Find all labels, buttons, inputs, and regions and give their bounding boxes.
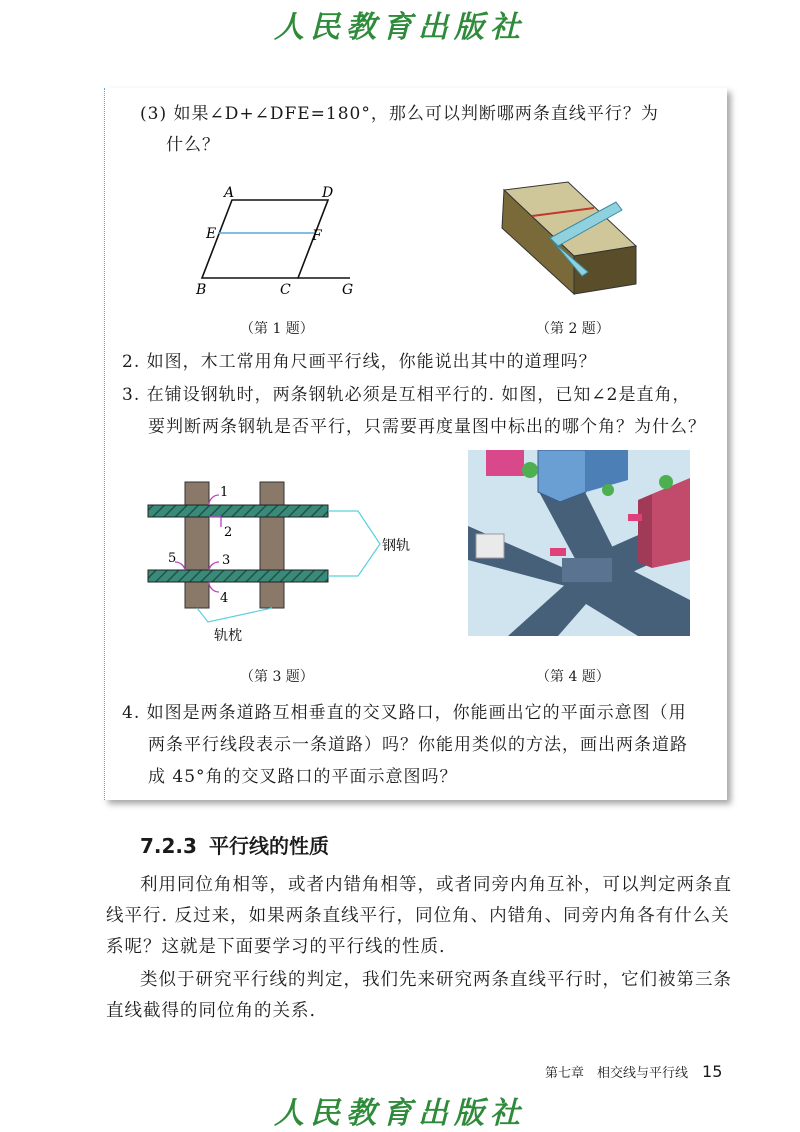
chapter-title: 第七章 相交线与平行线 [545,1066,689,1081]
figure-2-block-with-square [490,176,650,304]
paragraph-1-line1: 利用同位角相等，或者内错角相等，或者同旁内角互补，可以判定两条直 [140,875,732,895]
question-4-line3: 成 45°角的交叉路口的平面示意图吗？ [148,767,458,787]
figure-4-caption: （第 4 题） [536,669,610,685]
page-number: 15 [702,1062,723,1081]
sleeper-left [185,482,209,608]
point-C: C [280,282,291,298]
sleeper-right [260,482,284,608]
point-B: B [196,282,207,298]
figure-1-caption: （第 1 题） [240,321,314,337]
question-2: 2. 如图，木工常用角尺画平行线，你能说出其中的道理吗？ [122,352,597,372]
angle-5-label: 5 [168,551,177,566]
question-4-line1: 4. 如图是两条道路互相垂直的交叉路口，你能画出它的平面示意图（用 [122,703,687,723]
publisher-logo-top: 人民教育出版社 [274,10,526,45]
paragraph-1-line3: 系呢？这就是下面要学习的平行线的性质. [106,937,446,957]
figure-2-caption: （第 2 题） [536,321,610,337]
point-G: G [342,282,354,298]
rail-label: 钢轨 [382,538,410,554]
point-E: E [206,226,217,242]
angle-3-label: 3 [222,553,231,568]
sleeper-label: 轨枕 [214,628,242,644]
angle-2-label: 2 [224,525,233,540]
angle-4-label: 4 [220,591,229,606]
page-footer [545,1062,722,1081]
figure-1-parallelogram [190,180,370,300]
point-F: F [312,228,322,244]
section-number: 7.2.3 [140,834,197,858]
point-A: A [224,185,235,201]
angle-1-label: 1 [220,485,229,500]
figure-3-caption: （第 3 题） [240,669,314,685]
paragraph-1-line2: 线平行. 反过来，如果两条直线平行，同位角、内错角、同旁内角各有什么关 [106,906,730,926]
paragraph-2-line2: 直线截得的同位角的关系. [106,1001,317,1021]
paragraph-2-line1: 类似于研究平行线的判定，我们先来研究两条直线平行时，它们被第三条 [140,970,732,990]
figure-3-rails [140,472,430,652]
q1-part3-line1: (3) 如果∠D+∠DFE=180°，那么可以判断哪两条直线平行？为 [140,104,659,124]
rail-top [148,505,328,517]
q1-part3-line2: 什么？ [166,135,220,155]
rail-bottom [148,570,328,582]
figure-4-intersection [468,450,690,636]
question-3-line1: 3. 在铺设钢轨时，两条钢轨必须是互相平行的. 如图，已知∠2是直角， [122,385,691,405]
point-D: D [322,185,334,201]
section-heading [140,830,329,859]
question-3-line2: 要判断两条钢轨是否平行，只需要再度量图中标出的哪个角？为什么？ [148,417,706,437]
publisher-logo-bottom: 人民教育出版社 [274,1096,526,1131]
question-4-line2: 两条平行线段表示一条道路）吗？你能用类似的方法，画出两条道路 [148,735,688,755]
section-title: 平行线的性质 [208,834,329,858]
